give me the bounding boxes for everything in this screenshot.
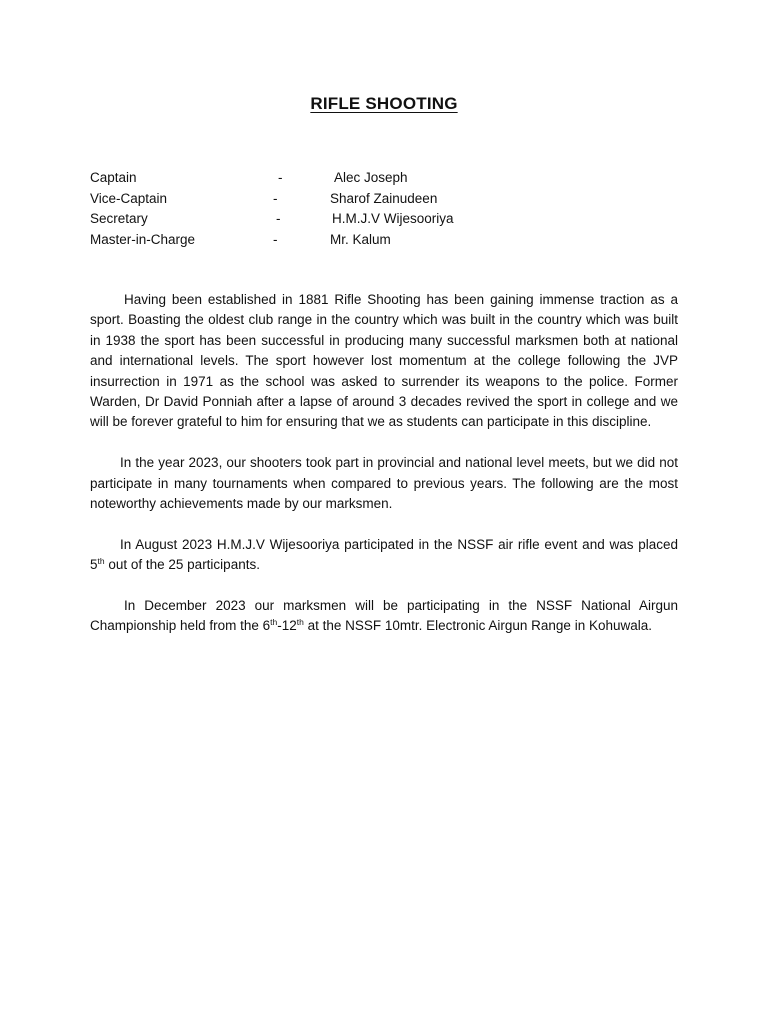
official-name: H.M.J.V Wijesooriya <box>332 211 454 226</box>
official-row-captain <box>90 168 690 189</box>
officials-list <box>90 168 690 250</box>
december-date-range: -12 <box>277 618 297 634</box>
official-separator: - <box>273 190 278 206</box>
page-title: RIFLE SHOOTING <box>310 94 458 113</box>
official-name: Sharof Zainudeen <box>330 190 438 206</box>
official-role: Secretary <box>90 211 148 226</box>
ordinal-suffix: th <box>296 617 304 628</box>
ordinal-suffix: th <box>270 617 278 628</box>
august-achievement-paragraph <box>90 535 678 576</box>
december-text-end: at the NSSF 10mtr. Electronic Airgun Range in Kohuwala. <box>303 618 652 634</box>
official-role: Captain <box>90 170 137 185</box>
official-separator: - <box>278 170 283 185</box>
august-text: In August 2023 H.M.J.V Wijesooriya participated in the NSSF air rifle event and was placed 5 <box>90 536 678 573</box>
official-row-master-in-charge <box>90 230 690 251</box>
official-row-secretary <box>90 209 690 230</box>
official-role: Vice-Captain <box>90 190 168 206</box>
official-row-vice-captain <box>90 189 690 210</box>
official-separator: - <box>273 231 278 247</box>
official-name: Mr. Kalum <box>330 231 391 247</box>
official-separator: - <box>276 211 281 226</box>
body-text <box>90 290 678 657</box>
december-event-paragraph <box>90 596 678 637</box>
official-name: Alec Joseph <box>334 170 408 185</box>
official-role: Master-in-Charge <box>90 231 196 247</box>
august-text-end: out of the 25 participants. <box>104 557 260 573</box>
december-text: In December 2023 our marksmen will be participating in the NSSF National Airgun Championship held from the 6 <box>90 598 678 634</box>
history-paragraph: Having been established in 1881 Rifle Shooting has been gaining immense traction as a sport. Boasting the oldest club range in the country which was built in the country which was built in 1938 the sport has been successful in producing many successful marksmen both at national and international levels. The sport however lost momentum at the college following the JVP insurrection in 1971 as the school was asked to surrender its weapons to the police. Former Warden, Dr David Ponniah after a lapse of around 3 decades revived the sport in college and we will be forever grateful to him for ensuring that we as students can participate in this discipline. <box>90 292 678 430</box>
year-summary-paragraph: In the year 2023, our shooters took part in provincial and national level meets, but we did not participate in many tournaments when compared to previous years. The following are the most noteworthy achievements made by our marksmen. <box>90 455 678 512</box>
ordinal-suffix: th <box>97 556 105 567</box>
